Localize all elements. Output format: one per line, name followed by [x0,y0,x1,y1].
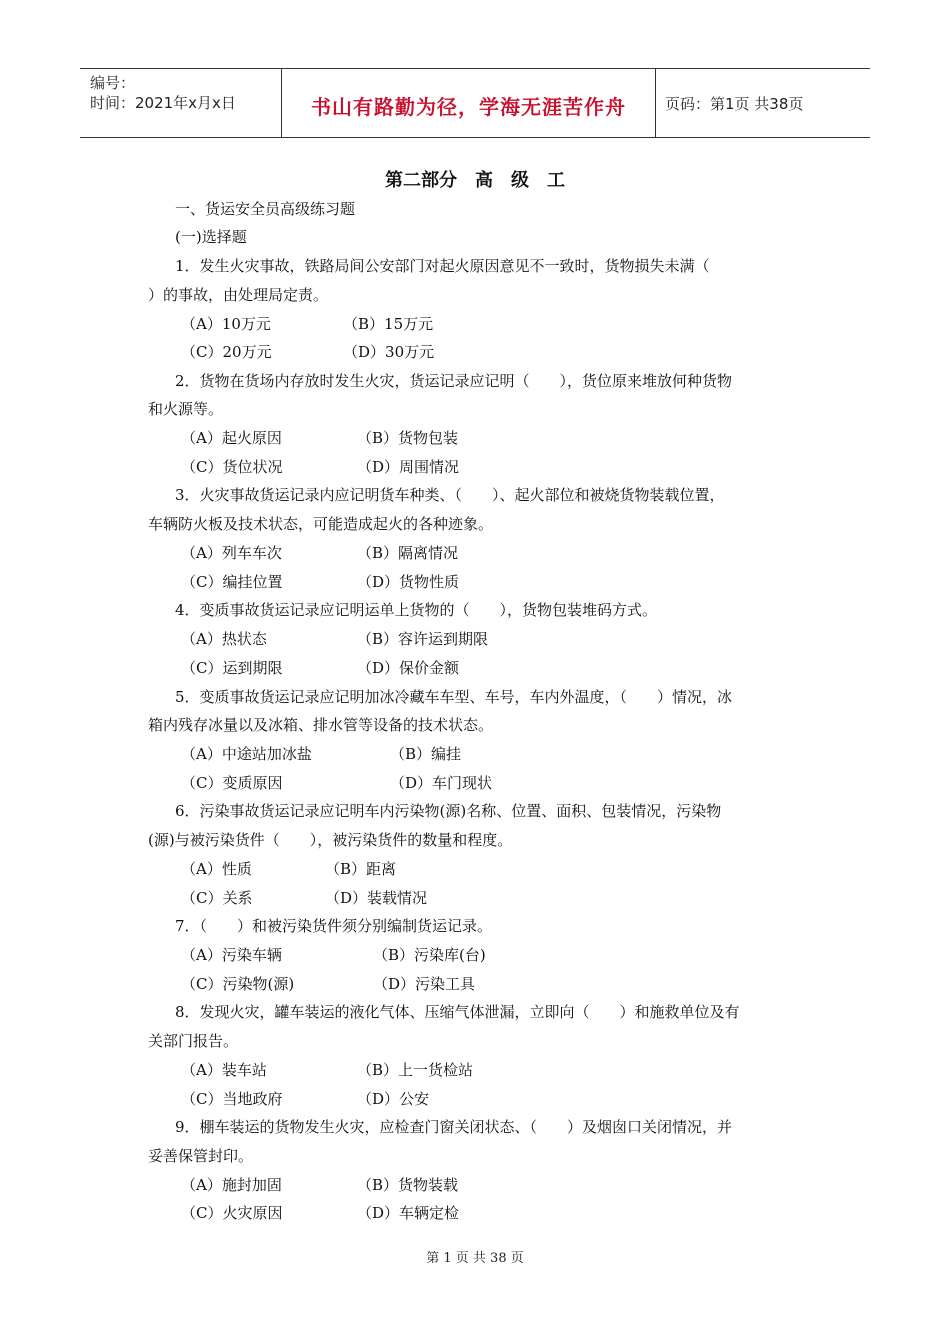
answer-option: （A）装车站 [181,1061,267,1079]
answer-option: （B）污染库(台) [373,946,486,964]
answer-option: （D）车辆定检 [357,1204,460,1222]
answer-option: （C）关系 [181,889,253,907]
answer-option: （D）货物性质 [357,573,460,591]
answer-option: （C）污染物(源) [181,975,295,993]
answer-option: （B）上一货检站 [357,1061,474,1079]
answer-option: （A）中途站加冰盐 [181,745,312,763]
time-label: 时间：2021年x月x日 [90,94,236,112]
answer-option: （B）货物装载 [357,1176,459,1194]
answer-option: （A）起火原因 [181,429,282,447]
answer-option: （B）货物包装 [357,429,459,447]
question-line: 3．火灾事故货运记录内应记明货车种类、（ ）、起火部位和被烧货物装载位置， [175,486,725,504]
answer-option: （C）20万元 [181,343,272,361]
question-line: 9．棚车装运的货物发生火灾，应检查门窗关闭状态、（ ）及烟囱口关闭情况，并 [175,1118,733,1136]
answer-option: （C）运到期限 [181,659,283,677]
document-header [80,68,870,138]
question-line: 6．污染事故货运记录应记明车内污染物(源)名称、位置、面积、包装情况，污染物 [175,802,722,820]
question-line: (源)与被污染货件（ ），被污染货件的数量和程度。 [148,831,513,849]
answer-option: （D）车门现状 [390,774,493,792]
answer-option: （B）容许运到期限 [357,630,489,648]
question-line: 8．发现火灾，罐车装运的液化气体、压缩气体泄漏，立即向（ ）和施救单位及有 [175,1003,740,1021]
question-line: 妥善保管封印。 [148,1147,254,1165]
answer-option: （D）周围情况 [357,458,460,476]
subsection-heading: (一)选择题 [175,228,247,246]
answer-option: （A）污染车辆 [181,946,282,964]
answer-option: （C）当地政府 [181,1090,283,1108]
answer-option: （B）编挂 [390,745,462,763]
section-heading: 一、货运安全员高级练习题 [175,200,356,218]
answer-option: （D）30万元 [343,343,435,361]
header-meta [90,73,236,113]
answer-option: （B）距离 [325,860,397,878]
answer-option: （D）装载情况 [325,889,428,907]
question-line: 5．变质事故货运记录应记明加冰冷藏车车型、车号，车内外温度，（ ）情况，冰 [175,688,733,706]
answer-option: （D）公安 [357,1090,430,1108]
answer-option: （C）火灾原因 [181,1204,283,1222]
header-motto: 书山有路勤为径，学海无涯苦作舟 [311,95,626,119]
answer-option: （C）编挂位置 [181,573,283,591]
answer-option: （B）15万元 [343,315,434,333]
question-line: 车辆防火板及技术状态，可能造成起火的各种迹象。 [148,515,494,533]
number-label: 编号： [90,74,136,92]
answer-option: （A）性质 [181,860,252,878]
question-line: 关部门报告。 [148,1032,239,1050]
header-page-info: 页码：第1页 共38页 [665,95,804,113]
question-line: 2．货物在货场内存放时发生火灾，货运记录应记明（ ），货位原来堆放何种货物 [175,372,733,390]
answer-option: （A）10万元 [181,315,271,333]
page-title: 第二部分 高 级 工 [385,170,565,191]
question-line: ）的事故，由处理局定责。 [148,286,329,304]
answer-option: （C）货位状况 [181,458,283,476]
question-line: 箱内残存冰量以及冰箱、排水管等设备的技术状态。 [148,716,494,734]
page-footer: 第 1 页 共 38 页 [426,1251,524,1266]
answer-option: （C）变质原因 [181,774,283,792]
answer-option: （A）施封加固 [181,1176,282,1194]
answer-option: （D）保价金额 [357,659,460,677]
answer-option: （A）热状态 [181,630,267,648]
question-line: 和火源等。 [148,400,224,418]
answer-option: （B）隔离情况 [357,544,459,562]
question-line: 1．发生火灾事故，铁路局间公安部门对起火原因意见不一致时，货物损失未满（ [175,257,710,275]
question-line: 7．（ ）和被污染货件须分别编制货运记录。 [175,917,493,935]
question-line: 4．变质事故货运记录应记明运单上货物的（ ），货物包装堆码方式。 [175,601,658,619]
answer-option: （D）污染工具 [373,975,476,993]
header-divider [655,69,656,137]
answer-option: （A）列车车次 [181,544,282,562]
